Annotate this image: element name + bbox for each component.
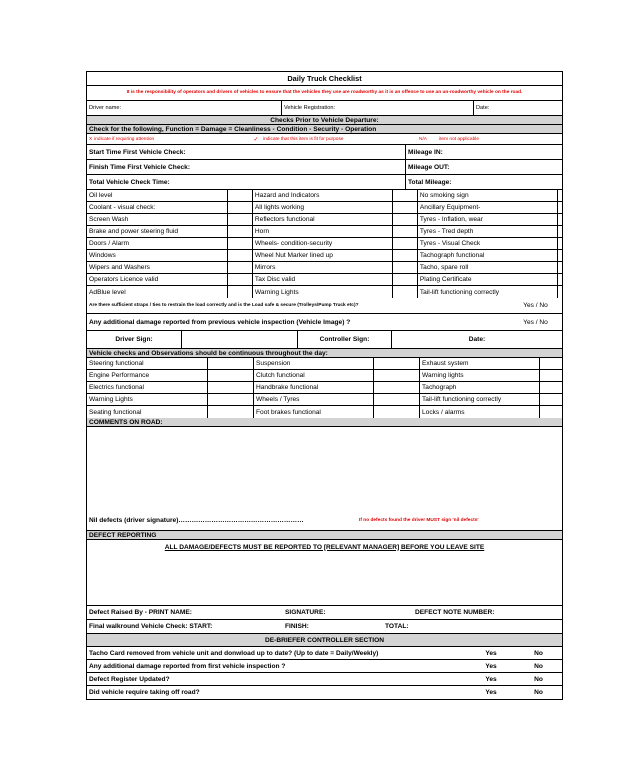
observation-item-label: Wheels / Tyres <box>253 394 373 405</box>
warning-row <box>87 86 562 101</box>
observation-check-box[interactable] <box>207 382 253 393</box>
defect-reporting-header <box>87 531 562 540</box>
observation-item-label: Warning lights <box>419 370 539 381</box>
vehicle-registration-field[interactable]: Vehicle Registration: <box>281 101 473 115</box>
start-time-field[interactable]: Start Time First Vehicle Check: <box>89 148 186 156</box>
date-field[interactable]: Date: <box>473 101 562 115</box>
pre-check-check-box[interactable] <box>227 262 252 273</box>
comments-area[interactable] <box>87 427 562 531</box>
no-option[interactable]: No <box>534 675 543 683</box>
straps-yes-no[interactable]: Yes / No <box>523 302 548 309</box>
observation-row <box>87 358 562 370</box>
x-mark-icon: X <box>89 136 93 142</box>
pre-check-item-label: Tail-lift functioning correctly <box>417 286 557 298</box>
pre-check-item-label: Tyres - Visual Check <box>417 238 557 249</box>
pre-check-item-label: Tacho, spare roll <box>417 262 557 273</box>
no-option[interactable]: No <box>534 662 543 670</box>
pre-check-check-box[interactable] <box>392 286 417 298</box>
yes-option[interactable]: Yes <box>485 689 497 696</box>
start-time-row <box>87 145 562 160</box>
defect-note-number-field[interactable]: DEFECT NOTE NUMBER: <box>415 609 495 616</box>
no-option[interactable]: No <box>534 649 543 657</box>
sign-date-field[interactable]: Date: <box>391 331 562 348</box>
pre-check-item-label: Horn <box>252 226 392 237</box>
pre-check-item-label: Hazard and Indicators <box>252 190 392 201</box>
pre-departure-check-items <box>87 190 562 298</box>
total-mileage-field[interactable]: Total Mileage: <box>405 175 562 189</box>
pre-check-check-box[interactable] <box>392 214 417 225</box>
pre-check-item-label: Ancillary Equipment- <box>417 202 557 213</box>
damage-question-row <box>87 314 562 331</box>
pre-check-check-box[interactable] <box>557 250 562 261</box>
observation-row <box>87 406 562 418</box>
pre-check-check-box[interactable] <box>557 286 562 298</box>
mileage-in-field[interactable]: Mileage IN: <box>405 145 562 159</box>
pre-check-item-label: Oil level <box>89 192 113 199</box>
pre-check-check-box[interactable] <box>227 190 252 201</box>
observations-header <box>87 349 562 358</box>
pre-check-check-box[interactable] <box>392 202 417 213</box>
pre-check-check-box[interactable] <box>227 274 252 285</box>
pre-check-check-box[interactable] <box>557 214 562 225</box>
checks-prior-header <box>87 116 562 125</box>
observation-item-label: Warning Lights <box>89 396 133 403</box>
total-check-time-field[interactable]: Total Vehicle Check Time: <box>89 178 170 186</box>
na-mark: N/A <box>419 136 427 142</box>
pre-check-check-box[interactable] <box>557 202 562 213</box>
debriefer-question: Tacho Card removed from vehicle unit and donwload up to date? (Up to date = Daily/Weekly) <box>89 649 379 657</box>
legend-na <box>417 134 562 144</box>
observation-item-label: Engine Performance <box>89 372 150 379</box>
pre-check-row <box>87 274 562 286</box>
pre-check-item-label: All lights working <box>252 202 392 213</box>
observation-check-box[interactable] <box>207 394 253 405</box>
defect-signature-field[interactable]: SIGNATURE: <box>285 609 326 616</box>
debriefer-row <box>87 647 562 660</box>
debriefer-row <box>87 686 562 699</box>
pre-check-item-label: Brake and power steering fluid <box>89 228 179 235</box>
observation-item-label: Locks / alarms <box>419 406 539 418</box>
observation-check-box[interactable] <box>373 406 419 418</box>
pre-check-item-label: Wheel Nut Marker lined up <box>252 250 392 261</box>
pre-check-item-label: Warning Lights <box>252 286 392 298</box>
nil-defects-signature[interactable]: Nil defects (driver signature)………………………………………………… <box>89 516 304 524</box>
nil-defects-note: If no defects found the driver MUST sign 'nil defects' <box>359 517 479 523</box>
pre-check-item-label: Tyres - Inflation, wear <box>417 214 557 225</box>
pre-check-check-box[interactable] <box>392 274 417 285</box>
pre-check-row <box>87 262 562 274</box>
pre-check-check-box[interactable] <box>392 250 417 261</box>
observation-item-label: Clutch functional <box>253 370 373 381</box>
legend-fit <box>247 134 417 144</box>
pre-check-check-box[interactable] <box>227 286 252 298</box>
observation-item-label: Exhaust system <box>419 358 539 369</box>
finish-time-field[interactable]: Finish Time First Vehicle Check: <box>89 163 191 171</box>
checks-instruction-row <box>87 125 562 134</box>
driver-sign-field[interactable] <box>181 331 297 348</box>
controller-sign-label: Controller Sign: <box>297 331 391 348</box>
observation-item-label: Seating functional <box>89 408 142 416</box>
observation-item-label: Handbrake functional <box>253 382 373 393</box>
pre-check-check-box[interactable] <box>392 190 417 201</box>
pre-check-row <box>87 214 562 226</box>
pre-check-check-box[interactable] <box>227 202 252 213</box>
debriefer-header <box>87 634 562 647</box>
pre-check-row <box>87 226 562 238</box>
debriefer-row <box>87 660 562 673</box>
observation-check-box[interactable] <box>207 406 253 418</box>
observation-item-label: Electrics functional <box>89 384 144 391</box>
defect-notice: ALL DAMAGE/DEFECTS MUST BE REPORTED TO [RELEVANT MANAGER] BEFORE YOU LEAVE SITE <box>164 543 485 551</box>
pre-check-row <box>87 286 562 298</box>
finish-time-row <box>87 160 562 175</box>
observation-item-label: Suspension <box>253 358 373 369</box>
pre-check-item-label: Wheels- condition-security <box>252 238 392 249</box>
responsibility-warning: It is the responsibility of operators and drivers of vehicles to ensure that the vehicles they use are roadworthy as it is an offence to use an un-roadworthy vehicle on the road. <box>126 90 523 95</box>
straps-question-row <box>87 298 562 314</box>
checks-prior-title: Checks Prior to Vehicle Departure: <box>270 116 379 124</box>
pre-check-check-box[interactable] <box>392 226 417 237</box>
pre-check-check-box[interactable] <box>227 250 252 261</box>
pre-check-check-box[interactable] <box>557 274 562 285</box>
observation-check-box[interactable] <box>539 406 562 418</box>
pre-check-item-label: Coolant - visual check: <box>89 204 156 211</box>
pre-check-check-box[interactable] <box>392 238 417 249</box>
pre-check-check-box[interactable] <box>557 238 562 249</box>
form-title: Daily Truck Checklist <box>287 74 362 83</box>
yes-option[interactable]: Yes <box>485 662 497 670</box>
pre-check-check-box[interactable] <box>557 226 562 237</box>
pre-check-item-label: Doors / Alarm <box>89 240 129 247</box>
walkround-total-field[interactable]: TOTAL: <box>385 623 409 630</box>
legend-fit-text: indicate that this item is fit for purpose <box>263 136 344 142</box>
walkround-start-field[interactable]: Final walkround Vehicle Check: START: <box>89 623 213 630</box>
debriefer-question: Defect Register Updated? <box>89 675 170 683</box>
daily-truck-checklist-form <box>86 71 563 700</box>
pre-check-item-label: Reflectors functional <box>252 214 392 225</box>
observation-check-box[interactable] <box>373 370 419 381</box>
observation-check-box[interactable] <box>539 370 562 381</box>
observation-item-label: Tail-lift functioning correctly <box>419 394 539 405</box>
debriefer-question: Did vehicle require taking off road? <box>89 689 200 696</box>
header-fields-row <box>87 101 562 116</box>
observation-check-box[interactable] <box>373 358 419 369</box>
pre-check-row <box>87 202 562 214</box>
pre-check-item-label: Mirrors <box>252 262 392 273</box>
defect-raised-row <box>87 606 562 620</box>
observation-check-box[interactable] <box>373 382 419 393</box>
pre-check-item-label: Operators Licence valid <box>89 276 159 283</box>
walkround-finish-field[interactable]: FINISH: <box>285 623 309 630</box>
debriefer-row <box>87 673 562 686</box>
observation-item-label: Steering functional <box>89 360 144 367</box>
check-mark-icon: ✓ <box>253 136 259 143</box>
final-walkround-row <box>87 620 562 634</box>
legend-attention-text: indicate if requiring attention <box>94 136 155 142</box>
pre-check-item-label: Tyres - Tred depth <box>417 226 557 237</box>
previous-damage-question: Any additional damage reported from previous vehicle inspection (Vehicle Image) ? <box>89 318 351 326</box>
mileage-out-field[interactable]: Mileage OUT: <box>405 160 562 174</box>
straps-question: Are there sufficient straps / ties to restrain the load correctly and is the Load safe & secure (Trolleys/Pump Truck etc)? <box>89 303 359 308</box>
debriefer-question: Any additional damage reported from first vehicle inspection ? <box>89 662 286 670</box>
yes-option[interactable]: Yes <box>485 675 497 683</box>
legend-na-text: item not applicable <box>439 136 479 142</box>
observations-title: Vehicle checks and Observations should be continuous throughout the day: <box>89 349 328 357</box>
pre-check-check-box[interactable] <box>392 262 417 273</box>
observation-item-label: Foot brakes functional <box>253 406 373 418</box>
pre-check-check-box[interactable] <box>227 214 252 225</box>
pre-check-check-box[interactable] <box>227 238 252 249</box>
comments-header <box>87 418 562 427</box>
pre-check-item-label: Tax Disc valid <box>252 274 392 285</box>
defect-reporting-title: DEFECT REPORTING <box>89 531 157 539</box>
observation-check-box[interactable] <box>539 382 562 393</box>
pre-check-check-box[interactable] <box>557 262 562 273</box>
no-option[interactable]: No <box>534 689 543 696</box>
driver-sign-label: Driver Sign: <box>115 336 153 343</box>
observation-check-box[interactable] <box>207 370 253 381</box>
pre-check-item-label: Wipers and Washers <box>89 264 150 271</box>
observation-check-box[interactable] <box>207 358 253 369</box>
pre-check-item-label: Windows <box>89 252 116 259</box>
previous-damage-yes-no[interactable]: Yes / No <box>523 318 548 326</box>
yes-option[interactable]: Yes <box>485 649 497 657</box>
checks-instruction: Check for the following, Function = Damage = Cleanliness - Condition - Security - Operation <box>89 125 377 133</box>
pre-check-check-box[interactable] <box>557 190 562 201</box>
defect-notice-area[interactable] <box>87 540 562 606</box>
pre-check-row <box>87 190 562 202</box>
observation-row <box>87 370 562 382</box>
pre-check-item-label: AdBlue level <box>89 288 126 296</box>
legend-row <box>87 134 562 145</box>
total-time-row <box>87 175 562 190</box>
driver-name-field[interactable]: Driver name: <box>89 105 122 111</box>
sign-row <box>87 331 562 349</box>
defect-raised-by-field[interactable]: Defect Raised By - PRINT NAME: <box>89 609 192 616</box>
debriefer-questions <box>87 647 562 699</box>
observation-check-items <box>87 358 562 418</box>
observation-row <box>87 382 562 394</box>
observation-check-box[interactable] <box>373 394 419 405</box>
comments-title: COMMENTS ON ROAD: <box>89 418 163 426</box>
pre-check-item-label: Tachograph functional <box>417 250 557 261</box>
observation-item-label: Tachograph <box>419 382 539 393</box>
pre-check-check-box[interactable] <box>227 226 252 237</box>
observation-check-box[interactable] <box>539 358 562 369</box>
pre-check-item-label: Screen Wash <box>89 216 129 223</box>
legend-attention <box>87 134 247 144</box>
observation-row <box>87 394 562 406</box>
form-title-row <box>87 72 562 86</box>
pre-check-row <box>87 238 562 250</box>
debriefer-title: DE-BRIEFER CONTROLLER SECTION <box>264 636 385 644</box>
observation-check-box[interactable] <box>539 394 562 405</box>
pre-check-item-label: No smoking sign <box>417 190 557 201</box>
pre-check-item-label: Plating Certificate <box>417 274 557 285</box>
pre-check-row <box>87 250 562 262</box>
